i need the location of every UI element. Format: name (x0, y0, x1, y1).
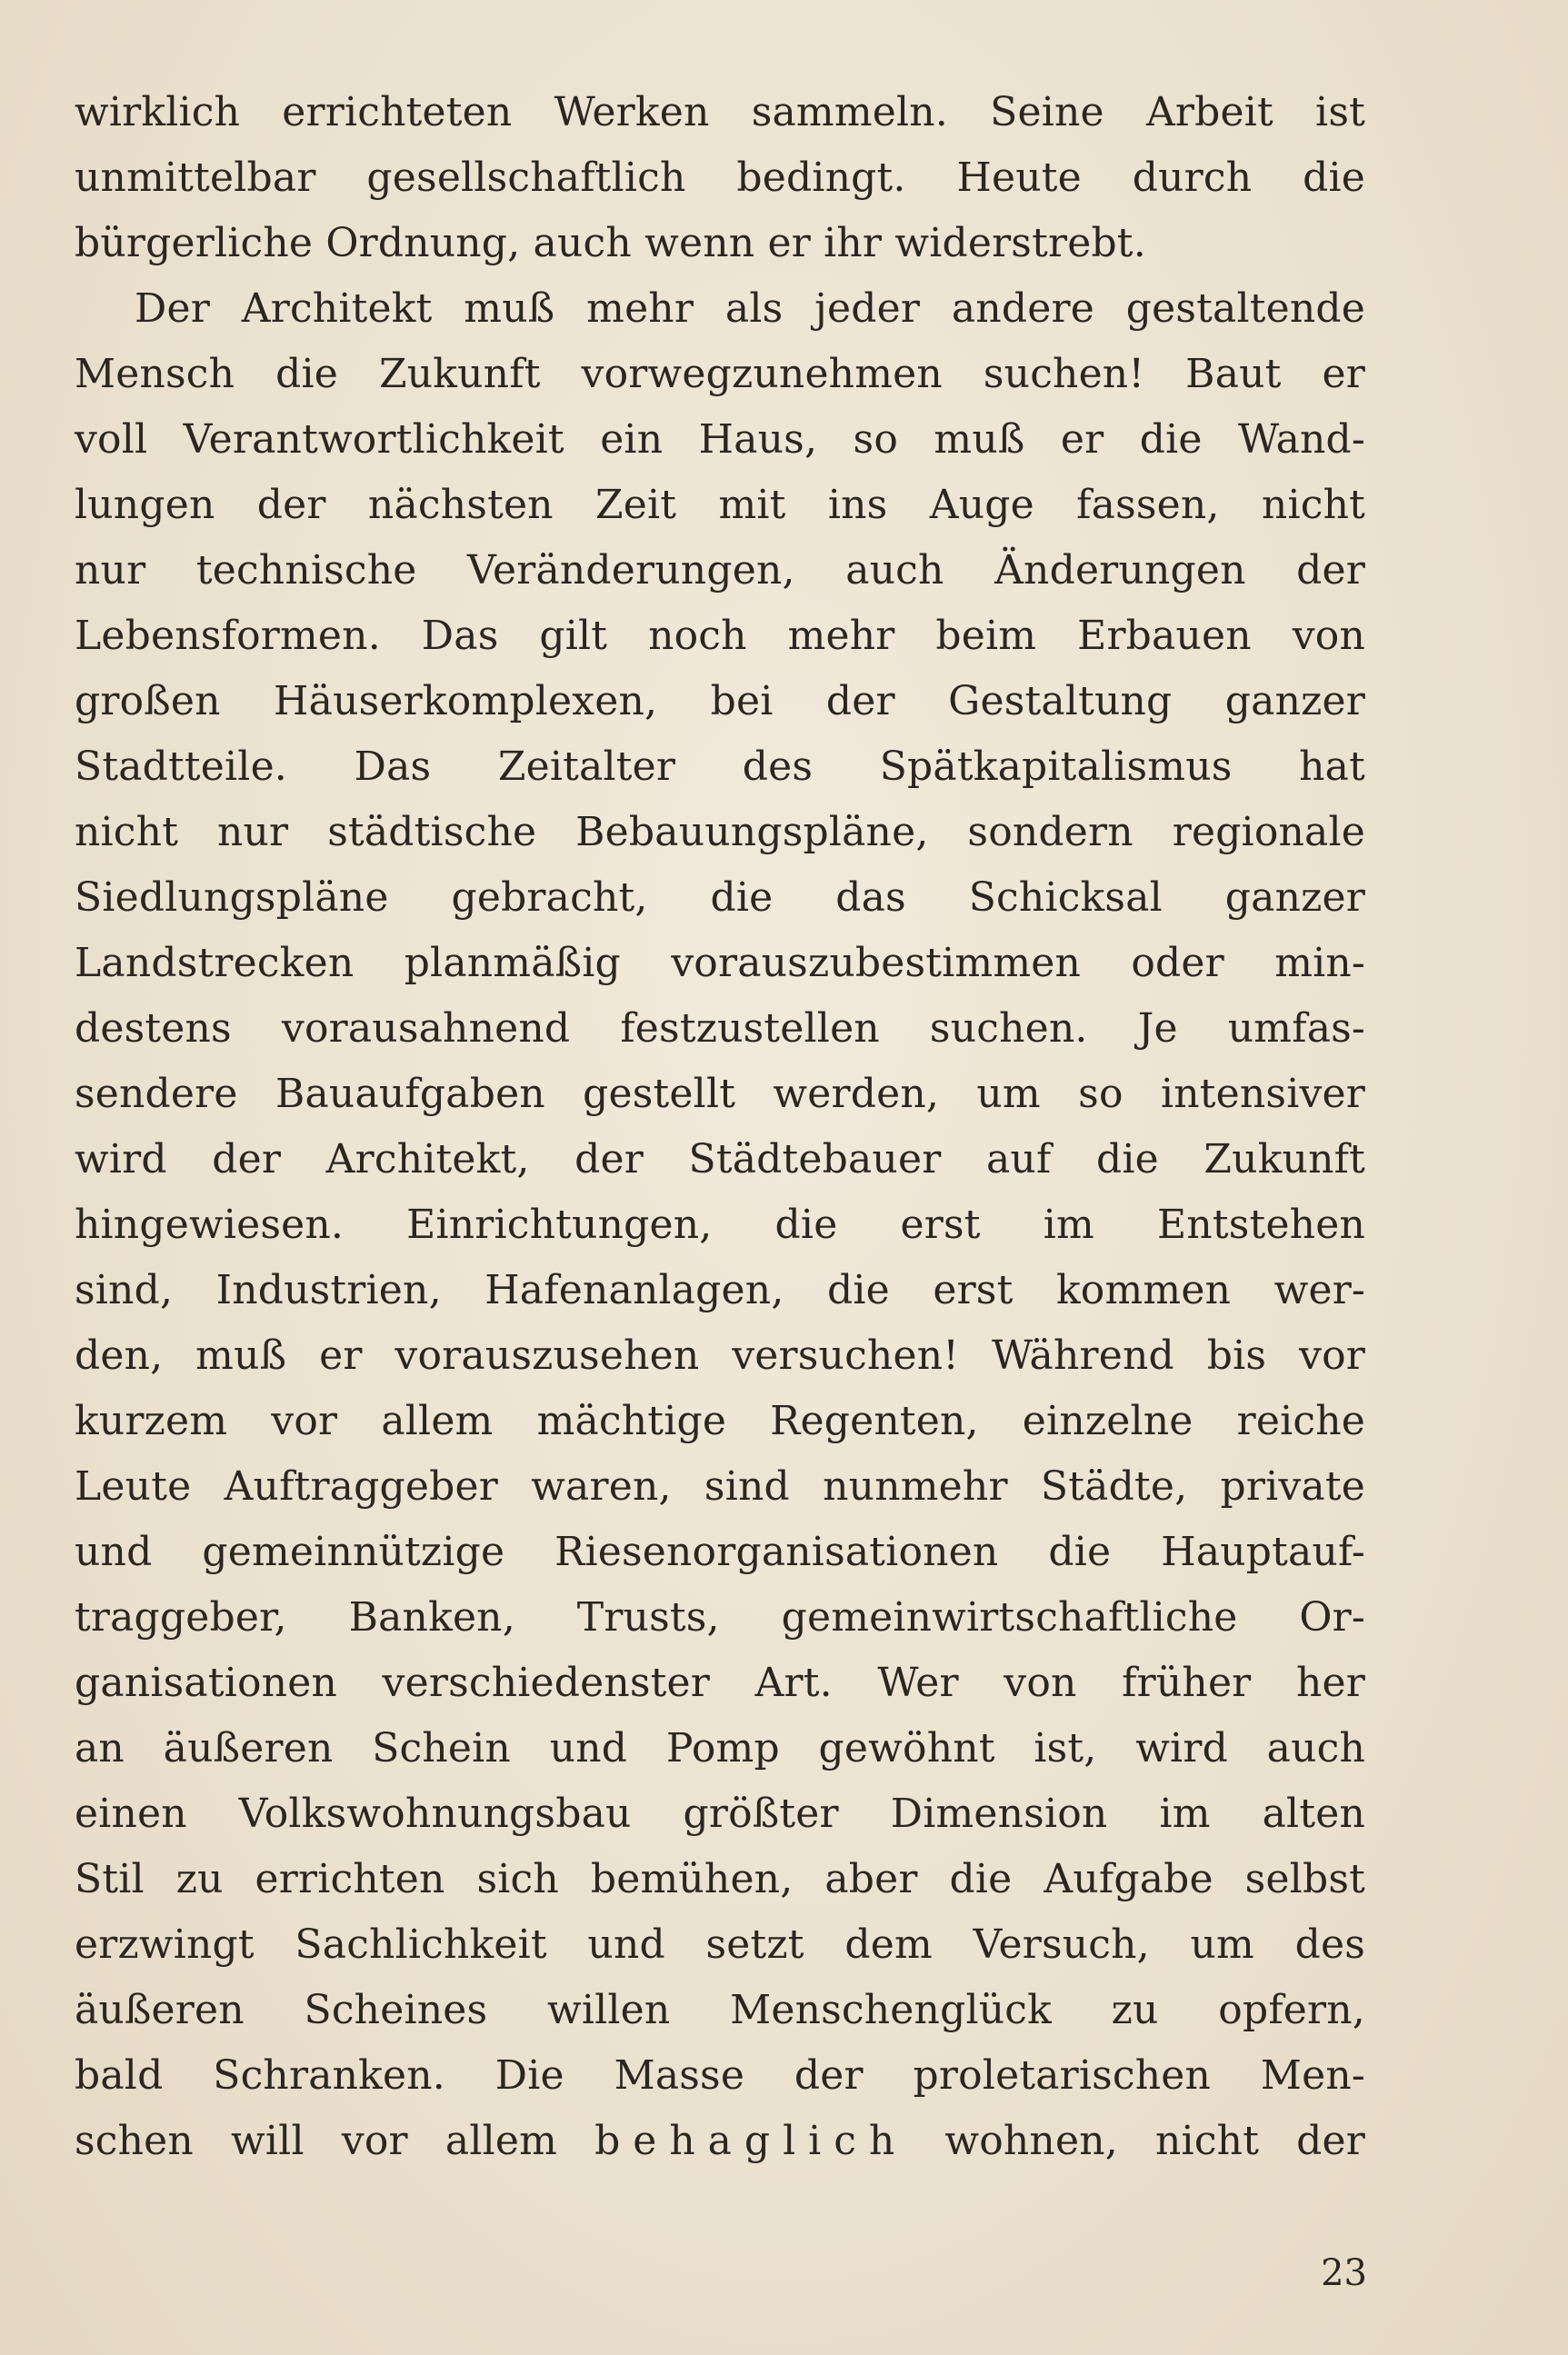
last-line-before: schen will vor allem (75, 2118, 558, 2164)
page-number: 23 (1321, 2252, 1367, 2294)
text-line: Landstrecken planmäßig vorauszubestimmen oder min- (75, 940, 1365, 986)
text-line: erzwingt Sachlichkeit und setzt dem Versuch, um des (75, 1921, 1365, 1968)
text-line: sind, Industrien, Hafenanlagen, die erst kommen wer- (75, 1267, 1365, 1313)
last-line-after: wohnen, nicht der (944, 2118, 1366, 2164)
text-line: Mensch die Zukunft vorwegzunehmen suchen! Baut er (75, 351, 1365, 397)
text-line: den, muß er vorauszusehen versuchen! Während bis vor (75, 1332, 1365, 1379)
text-line: nicht nur städtische Bebauungspläne, sondern regionale (75, 809, 1365, 855)
text-line: kurzem vor allem mächtige Regenten, einzelne reiche (75, 1398, 1365, 1444)
text-line: Siedlungspläne gebracht, die das Schicksal ganzer (75, 874, 1365, 921)
text-line: ganisationen verschiedenster Art. Wer von früher her (75, 1660, 1365, 1706)
text-line: wird der Architekt, der Städtebauer auf die Zukunft (75, 1136, 1365, 1182)
text-line: destens vorausahnend festzustellen suchen. Je umfas- (75, 1005, 1365, 1052)
text-line: Leute Auftraggeber waren, sind nunmehr Städte, private (75, 1463, 1365, 1510)
text-line: Stil zu errichten sich bemühen, aber die Aufgabe selbst (75, 1856, 1365, 1902)
emphasized-word: behaglich (594, 2118, 908, 2164)
text-line-last (75, 2109, 1365, 2174)
text-line: hingewiesen. Einrichtungen, die erst im Entstehen (75, 1202, 1365, 1248)
text-line: einen Volkswohnungsbau größter Dimension im alten (75, 1791, 1365, 1837)
text-line: bald Schranken. Die Masse der proletarischen Men- (75, 2052, 1365, 2099)
text-line: Lebensformen. Das gilt noch mehr beim Erbauen von (75, 613, 1365, 659)
text-line: Der Architekt muß mehr als jeder andere gestaltende (135, 285, 1365, 332)
text-line: äußeren Scheines willen Menschenglück zu opfern, (75, 1987, 1365, 2033)
text-line: und gemeinnützige Riesenorganisationen die Hauptauf- (75, 1529, 1365, 1575)
text-line: traggeber, Banken, Trusts, gemeinwirtschaftliche Or- (75, 1594, 1365, 1641)
body-text (75, 80, 1365, 2174)
text-line: unmittelbar gesellschaftlich bedingt. Heute durch die (75, 155, 1365, 201)
text-line: an äußeren Schein und Pomp gewöhnt ist, wird auch (75, 1725, 1365, 1771)
text-line: voll Verantwortlichkeit ein Haus, so muß er die Wand- (75, 416, 1365, 463)
text-line: wirklich errichteten Werken sammeln. Seine Arbeit ist (75, 89, 1365, 135)
text-line: großen Häuserkomplexen, bei der Gestaltung ganzer (75, 678, 1365, 724)
text-line: nur technische Veränderungen, auch Änderungen der (75, 547, 1365, 594)
text-line: lungen der nächsten Zeit mit ins Auge fassen, nicht (75, 482, 1365, 528)
text-line: Stadtteile. Das Zeitalter des Spätkapitalismus hat (75, 743, 1365, 790)
text-line: bürgerliche Ordnung, auch wenn er ihr widerstrebt. (75, 220, 1146, 266)
text-line: sendere Bauaufgaben gestellt werden, um so intensiver (75, 1071, 1365, 1117)
